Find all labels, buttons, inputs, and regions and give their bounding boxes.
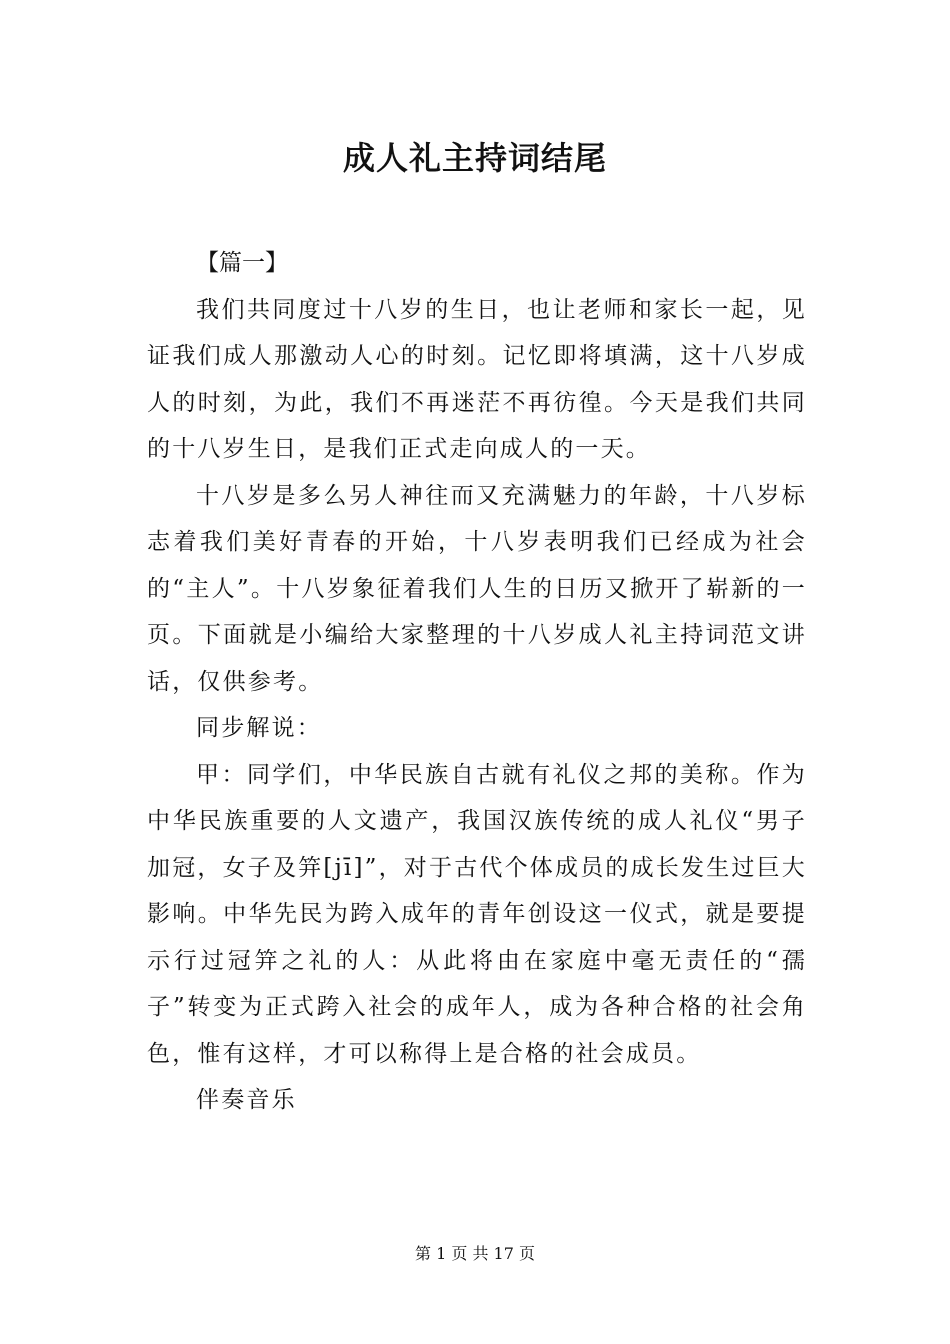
paragraph-host-a: 甲：同学们，中华民族自古就有礼仪之邦的美称。作为中华民族重要的人文遗产，我国汉族传统的成人礼仪“男子加冠，女子及笄[jī]”，对于古代个体成员的成长发生过巨大影响。中华先民为跨入成年的青年创设这一仪式，就是要提示行过冠笄之礼的人：从此将由在家庭中毫无责任的“孺子”转变为正式跨入社会的成年人，成为各种合格的社会角色，惟有这样，才可以称得上是合格的社会成员。 (147, 761, 807, 1067)
paragraph-accompaniment: 伴奏音乐 (196, 1087, 297, 1113)
paragraph-intro: 我们共同度过十八岁的生日，也让老师和家长一起，见证我们成人那激动人心的时刻。记忆即将填满，这十八岁成人的时刻，为此，我们不再迷茫不再彷徨。今天是我们共同的十八岁生日，是我们正式走向成人的一天。 (147, 296, 807, 462)
document-body (147, 240, 807, 1124)
section-heading: 【篇一】 (196, 250, 288, 276)
document-title: 成人礼主持词结尾 (342, 139, 607, 177)
paragraph-sync-narration-label: 同步解说： (196, 715, 322, 741)
page-footer: 第 1 页 共 17 页 (415, 1244, 535, 1263)
paragraph-eighteen: 十八岁是多么另人神往而又充满魅力的年龄，十八岁标志着我们美好青春的开始，十八岁表明我们已经成为社会的“主人”。十八岁象征着我们人生的日历又掀开了崭新的一页。下面就是小编给大家整理的十八岁成人礼主持词范文讲话，仅供参考。 (147, 482, 807, 695)
